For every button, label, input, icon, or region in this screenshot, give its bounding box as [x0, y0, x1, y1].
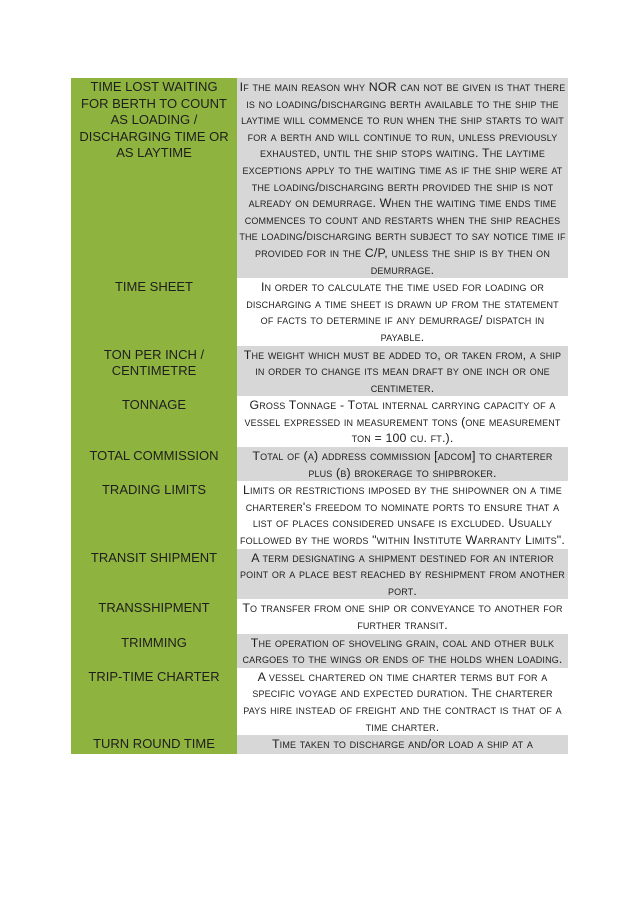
term-text: TONNAGE	[121, 397, 187, 413]
term-cell	[71, 278, 237, 345]
definition-cell	[237, 634, 568, 668]
term-text: TOTAL COMMISSION	[89, 448, 219, 464]
glossary-row	[71, 668, 568, 735]
term-text: TRIMMING	[121, 634, 187, 650]
definition-text: A vessel chartered on time charter terms but for a specific voyage and expected duration. The charterer pays hire instead of freight and the contract is that of a time charter.	[243, 669, 562, 734]
definition-cell	[237, 735, 568, 754]
definition-cell	[237, 447, 568, 481]
term-text: TRANSSHIPMENT	[98, 600, 210, 616]
term-cell	[71, 634, 237, 668]
glossary-row	[71, 278, 568, 345]
definition-cell	[237, 599, 568, 633]
term-cell	[71, 78, 237, 278]
definition-text: In order to calculate the time used for loading or discharging a time sheet is drawn up from the statement of facts to determine if any demurrage/ dispatch in payable.	[246, 280, 559, 344]
term-text: TIME LOST WAITING FOR BERTH TO COUNT AS LOADING / DISCHARGING TIME OR AS LAYTIME	[79, 79, 229, 161]
term-cell	[71, 346, 237, 397]
term-text: TRANSIT SHIPMENT	[90, 549, 218, 565]
glossary-row	[71, 549, 568, 600]
definition-text: Gross Tonnage - Total internal carrying capacity of a vessel expressed in measurement tons (one measurement ton = 100 cu. ft.).	[244, 398, 561, 446]
term-cell	[71, 735, 237, 754]
glossary-row	[71, 78, 568, 278]
glossary-row	[71, 481, 568, 548]
definition-text: Total of (a) address commission [adcom] to charterer plus (b) brokerage to shipbroker.	[252, 449, 553, 480]
term-text: TON PER INCH / CENTIMETRE	[103, 346, 205, 379]
glossary-table	[71, 78, 568, 754]
term-cell	[71, 481, 237, 548]
term-text: TRIP-TIME CHARTER	[88, 668, 220, 684]
definition-cell	[237, 549, 568, 600]
term-text: TIME SHEET	[114, 279, 193, 295]
glossary-row	[71, 735, 568, 754]
definition-cell	[237, 78, 568, 278]
term-cell	[71, 668, 237, 735]
term-cell	[71, 447, 237, 481]
glossary-row	[71, 396, 568, 447]
definition-text: Time taken to discharge and/or load a ship at a	[271, 737, 534, 752]
definition-text: A term designating a shipment destined for an interior point or a place best reached by reshipment from another port.	[240, 550, 565, 598]
term-cell	[71, 549, 237, 600]
definition-cell	[237, 278, 568, 345]
definition-cell	[237, 346, 568, 397]
definition-text: The weight which must be added to, or taken from, a ship in order to change its mean draft by one inch or one centimeter.	[243, 347, 562, 395]
definition-cell	[237, 396, 568, 447]
definition-text: To transfer from one ship or conveyance to another for further transit.	[242, 601, 563, 632]
glossary-row	[71, 599, 568, 633]
term-cell	[71, 396, 237, 447]
definition-cell	[237, 668, 568, 735]
definition-text: Limits or restrictions imposed by the shipowner on a time charterer's freedom to nominate ports to ensure that a list of places considered unsafe is excluded. Usually followed by the words "within Institute Warranty Limits".	[240, 483, 565, 548]
glossary-row	[71, 634, 568, 668]
term-cell	[71, 599, 237, 633]
definition-cell	[237, 481, 568, 548]
glossary-row	[71, 447, 568, 481]
definition-text: The operation of shoveling grain, coal and other bulk cargoes to the wings or ends of the holds when loading.	[242, 635, 563, 667]
glossary-row	[71, 346, 568, 397]
definition-text: If the main reason why NOR can not be given is that there is no loading/discharging berth available to the ship the laytime will commence to run when the ship starts to wait for a berth and will continue to run, unless previously exhausted, until the ship stops waiting. The laytime exceptions apply to the waiting time as if the ship were at the loading/discharging berth provided the ship is not already on demurrage. When the waiting time ends time commences to count and restarts when the ship reaches the loading/discharging berth subject to say notice time if provided for in the C/P, unless the ship is by then on demurrage.	[239, 80, 566, 277]
term-text: TURN ROUND TIME	[93, 736, 215, 752]
term-text: TRADING LIMITS	[101, 482, 206, 498]
